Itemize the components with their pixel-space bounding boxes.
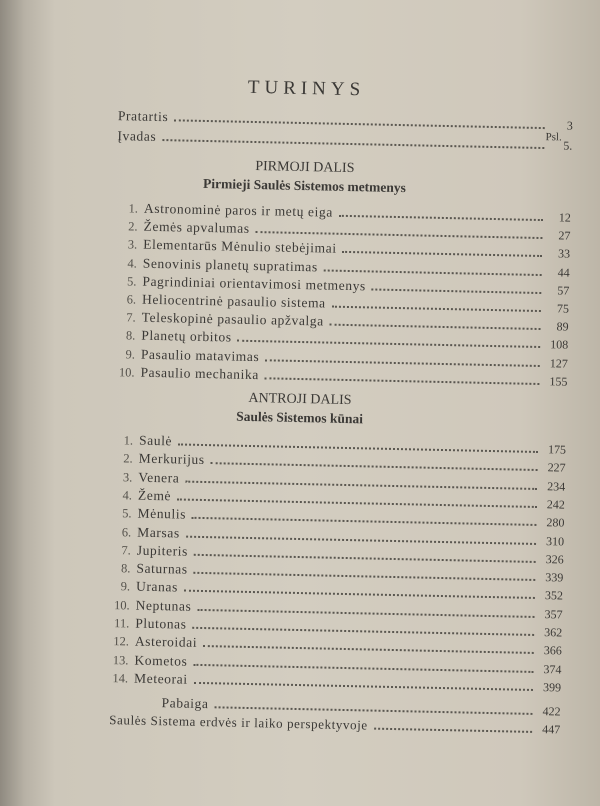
dot-leader — [174, 119, 545, 129]
entry-title: Plutonas — [135, 616, 187, 633]
entry-page: 3 — [551, 118, 573, 133]
entry-page: 234 — [543, 479, 565, 494]
entry-title: Meteorai — [134, 670, 188, 687]
entry-number: 2. — [111, 451, 133, 466]
part-subtitle: Saulės Sistemos kūnai — [0, 404, 600, 433]
entry-title: Heliocentrinė pasaulio sistema — [142, 292, 326, 312]
entry-title: Saulė — [139, 433, 172, 450]
entry-number: 9. — [108, 579, 130, 594]
entry-title: Pagrindiniai orientavimosi metmenys — [142, 273, 366, 294]
entry-page: 399 — [539, 680, 561, 695]
entry-title: Elementarūs Mėnulio stebėjimai — [143, 237, 337, 257]
dot-leader — [193, 663, 533, 672]
entry-title: Neptunas — [135, 597, 191, 614]
dot-leader — [332, 306, 541, 312]
entry-title: Saulės Sistema erdvės ir laiko perspektyvoje — [109, 712, 368, 733]
dot-leader — [211, 462, 538, 471]
entry-page: 362 — [540, 625, 562, 640]
entry-page: 75 — [547, 301, 569, 316]
entry-page: 422 — [538, 704, 560, 719]
entry-page: 33 — [548, 247, 570, 262]
entry-number: 14. — [106, 671, 128, 686]
entry-title: Astronominė paros ir metų eiga — [144, 201, 333, 221]
entry-page: 352 — [541, 588, 563, 603]
dot-leader — [177, 498, 537, 508]
dot-leader — [162, 139, 544, 149]
part-heading: PIRMOJI DALIS — [5, 154, 600, 183]
entry-title: Įvadas — [117, 128, 156, 145]
entry-title: Teleskopinė pasaulio apžvalga — [142, 310, 324, 330]
entry-page: 242 — [543, 497, 565, 512]
entry-page: 374 — [539, 662, 561, 677]
dot-leader — [185, 480, 537, 489]
dot-leader — [265, 377, 540, 385]
dot-leader — [256, 231, 543, 239]
dot-leader — [339, 215, 543, 221]
entry-number: 8. — [108, 561, 130, 576]
dot-leader — [265, 359, 540, 367]
entry-page: 310 — [542, 534, 564, 549]
entry-title: Pasaulio mechanika — [140, 364, 259, 382]
entry-title: Jupiteris — [137, 542, 188, 559]
dot-leader — [194, 572, 536, 581]
entry-title: Pasaulio matavimas — [141, 346, 260, 364]
entry-page: 155 — [545, 374, 567, 389]
entry-number: 10. — [108, 598, 130, 613]
dot-leader — [372, 288, 542, 294]
entry-page: 280 — [542, 515, 564, 530]
entry-number: 5. — [109, 506, 131, 521]
entry-title: Planetų orbitos — [141, 328, 232, 346]
dot-leader — [343, 251, 543, 257]
dot-leader — [197, 609, 534, 618]
entry-number: 5. — [114, 274, 136, 289]
dot-leader — [238, 340, 541, 348]
part-subtitle: Pirmieji Saulės Sistemos metmenys — [4, 172, 600, 201]
entry-number: 6. — [109, 525, 131, 540]
entry-title: Pabaiga — [161, 695, 208, 712]
entry-page: 366 — [540, 643, 562, 658]
dot-leader — [324, 269, 542, 276]
entry-page: 44 — [548, 265, 570, 280]
dot-leader — [178, 443, 538, 453]
entry-title: Merkurijus — [139, 451, 205, 468]
dot-leader — [214, 706, 532, 715]
dot-leader — [330, 324, 541, 330]
entry-number: 12. — [107, 634, 129, 649]
entry-page: 89 — [546, 319, 568, 334]
entry-page: 108 — [546, 338, 568, 353]
entry-page: 27 — [548, 228, 570, 243]
entry-page: 357 — [540, 607, 562, 622]
entry-page: 447 — [538, 722, 560, 737]
entry-title: Žemė — [138, 488, 171, 505]
entry-number: 7. — [109, 543, 131, 558]
entry-page: 227 — [543, 460, 565, 475]
entry-number: 13. — [106, 653, 128, 668]
entry-title: Venera — [138, 469, 179, 486]
entry-title: Senovinis planetų supratimas — [143, 255, 318, 275]
dot-leader — [192, 627, 534, 636]
entry-title: Kometos — [134, 652, 187, 669]
entry-number: 7. — [114, 310, 136, 325]
dot-leader — [186, 535, 536, 544]
entry-number: 4. — [115, 256, 137, 271]
entry-page: 339 — [541, 570, 563, 585]
page-column-label: Psl. — [545, 131, 561, 143]
dot-leader — [203, 645, 534, 654]
entry-page: 326 — [542, 552, 564, 567]
entry-page: 57 — [547, 283, 569, 298]
dot-leader — [192, 517, 537, 526]
entry-number: 6. — [114, 292, 136, 307]
entry-number: 4. — [110, 488, 132, 503]
entry-number: 3. — [110, 470, 132, 485]
entry-page: 5. — [550, 138, 572, 153]
entry-title: Asteroidai — [135, 634, 198, 651]
page-title: TURINYS — [6, 72, 600, 107]
dot-leader — [194, 682, 533, 691]
entry-number: 1. — [111, 433, 133, 448]
dot-leader — [184, 590, 535, 599]
dot-leader — [194, 554, 536, 563]
part-heading: ANTROJI DALIS — [0, 386, 600, 415]
entry-title: Uranas — [136, 579, 178, 596]
entry-number: 10. — [112, 365, 134, 380]
entry-title: Žemės apvalumas — [143, 219, 249, 237]
entry-page: 175 — [544, 442, 566, 457]
entry-number: 1. — [116, 201, 138, 216]
entry-title: Marsas — [137, 524, 180, 541]
entry-page: 12 — [549, 210, 571, 225]
entry-number: 11. — [107, 616, 129, 631]
dot-leader — [374, 728, 532, 733]
table-of-contents — [8, 0, 600, 6]
entry-title: Saturnas — [136, 561, 188, 578]
entry-page: 127 — [546, 356, 568, 371]
entry-number: 9. — [113, 347, 135, 362]
entry-title: Mėnulis — [137, 506, 186, 523]
entry-title: Pratartis — [118, 108, 169, 125]
entry-number: 2. — [115, 219, 137, 234]
entry-number: 8. — [113, 328, 135, 343]
entry-number: 3. — [115, 237, 137, 252]
